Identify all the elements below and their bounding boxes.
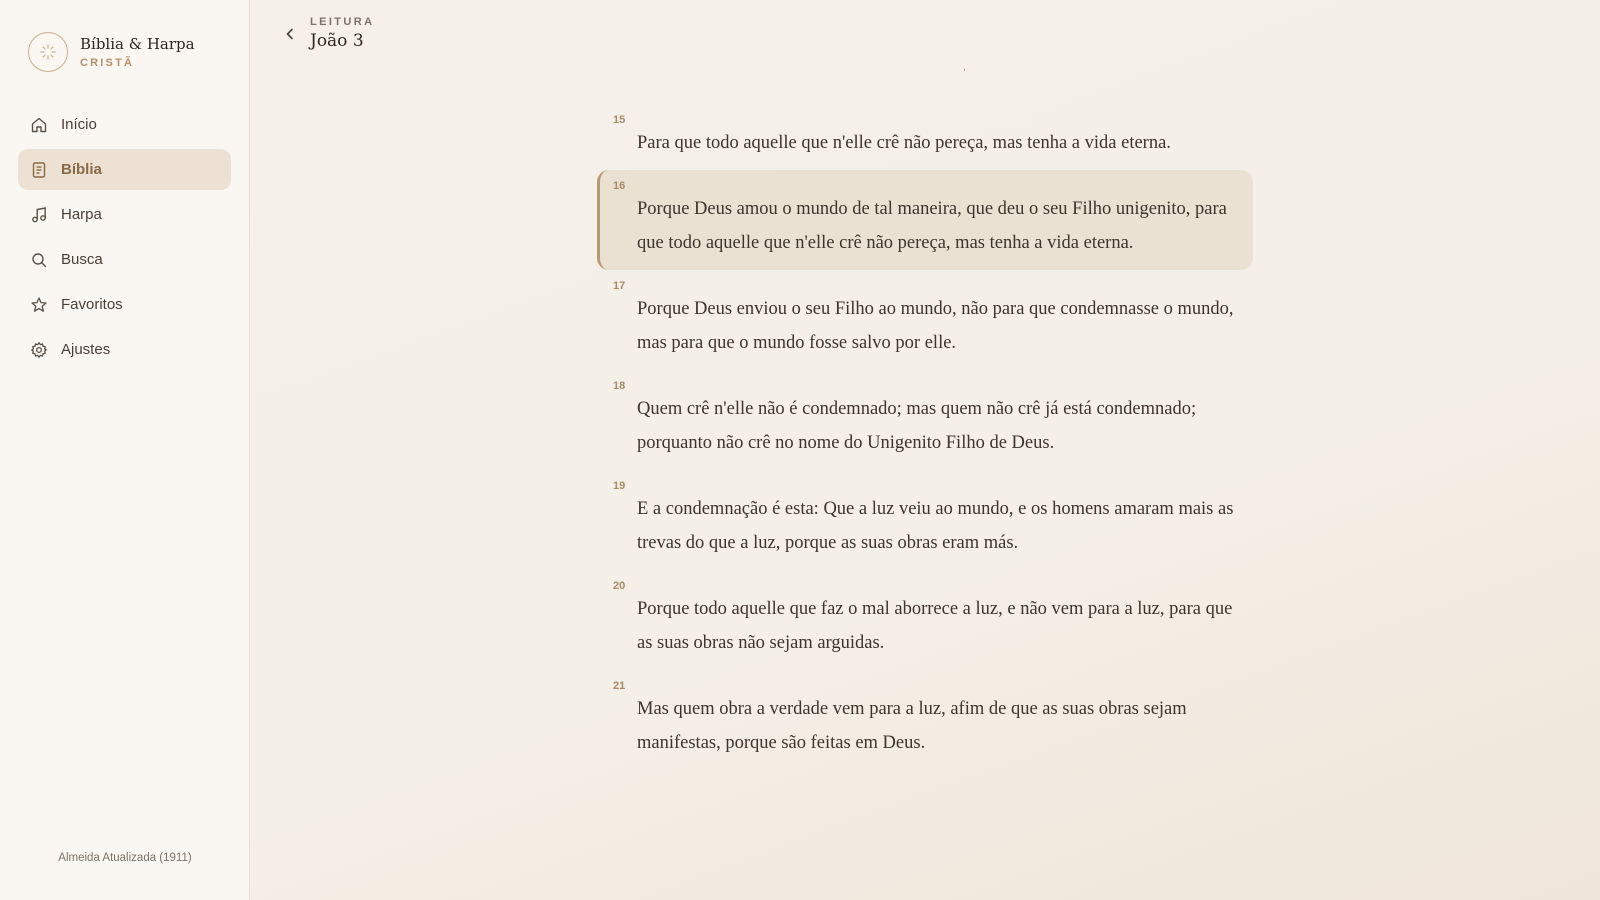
brand-subtitle: CRISTÃ [80,57,135,69]
section-eyebrow: LEITURA [310,16,375,28]
verse-item[interactable] [597,104,1253,170]
verse-item[interactable] [597,570,1253,670]
music-note-icon [30,206,48,224]
star-icon [30,296,48,314]
sidebar-item-favoritos[interactable] [18,284,231,325]
verse-item[interactable] [597,270,1253,370]
verse-text: Porque Deus enviou o seu Filho ao mundo, não para que condemnasse o mundo, mas para que o mundo fosse salvo por elle. [637,299,1234,353]
book-icon [30,161,48,179]
verse-text: Porque Deus amou o mundo de tal maneira, que deu o seu Filho unigenito, para que todo aquelle que n'elle crê não pereça, mas tenha a vida eterna. [637,199,1227,253]
verse-item[interactable] [597,470,1253,570]
sidebar-item-label: Bíblia [61,161,102,178]
search-icon [30,251,48,269]
sidebar-item-biblia[interactable] [18,149,231,190]
sidebar [0,0,250,900]
sidebar-item-label: Ajustes [61,341,111,358]
verse-number: 17 [613,280,626,292]
sidebar-nav [18,104,231,374]
verse-text: Porque todo aquelle que faz o mal aborrece a luz, e não vem para a luz, para que as suas obras não sejam arguidas. [637,599,1233,653]
scroll-residue-mark: , [963,62,966,73]
reading-pane [250,0,1600,900]
verse-number: 16 [613,180,626,192]
verse-item[interactable] [597,370,1253,470]
sidebar-item-label: Favoritos [61,296,123,313]
sidebar-item-label: Harpa [61,206,102,223]
chevron-left-icon [283,27,297,41]
verse-number: 15 [613,114,626,126]
verse-text: Para que todo aquelle que n'elle crê não pereça, mas tenha a vida eterna. [637,133,1171,153]
sidebar-item-label: Busca [61,251,103,268]
gear-icon [30,341,48,359]
sidebar-item-harpa[interactable] [18,194,231,235]
brand[interactable] [28,32,195,72]
verse-text: Mas quem obra a verdade vem para a luz, afim de que as suas obras sejam manifestas, porque são feitas em Deus. [637,699,1187,753]
verse-number: 21 [613,680,626,692]
back-button[interactable] [278,22,302,46]
sidebar-item-inicio[interactable] [18,104,231,145]
verse-item-highlighted[interactable] [597,170,1253,270]
verse-number: 20 [613,580,626,592]
verse-text: Quem crê n'elle não é condemnado; mas quem não crê já está condemnado; porquanto não crê no nome do Unigenito Filho de Deus. [637,399,1197,453]
bible-version-label: Almeida Atualizada (1911) [58,852,192,864]
sidebar-item-busca[interactable] [18,239,231,280]
reading-header [278,16,374,51]
verse-number: 19 [613,480,626,492]
sidebar-item-ajustes[interactable] [18,329,231,370]
sidebar-item-label: Início [61,116,97,133]
sun-icon [28,32,68,72]
verse-list [597,104,1253,770]
verse-number: 18 [613,380,626,392]
verse-item[interactable] [597,670,1253,770]
verse-text: E a condemnação é esta: Que a luz veiu ao mundo, e os homens amaram mais as trevas do que a luz, porque as suas obras eram más. [637,499,1234,553]
home-icon [30,116,48,134]
chapter-title: João 3 [310,31,364,51]
brand-title: Bíblia & Harpa [80,35,195,53]
